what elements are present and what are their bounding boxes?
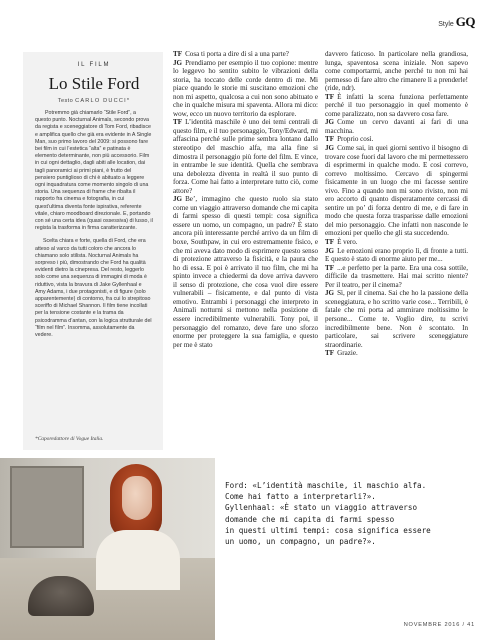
exchange-text: davvero faticoso. In particolare nella grandiosa, lunga, spaventosa scena iniziale. Non sapevo come comportarmi, anche perché tu non mi hai permesso di fare altro che rimanere lì a prenderle! (ride, ndr). xyxy=(325,50,468,93)
speaker-tag: JG xyxy=(325,289,335,298)
pull-quote-line: un uomo, un compagno, un padre?». xyxy=(225,537,376,547)
interview-exchange xyxy=(173,118,318,195)
speaker-tag: TF xyxy=(325,263,335,272)
interview-exchange xyxy=(325,349,468,358)
page-header xyxy=(438,14,475,30)
interview-exchange xyxy=(325,264,468,290)
exchange-text: Be’, immagino che questo ruolo sia stato come un viaggio attraverso domande che mi capita di farmi spesso di questi tempi: cosa significa essere un uomo, un compagno, un padre? È stato ancora più interessante perché arrivo da un film di boxe, Southpaw, in cui ero estremamente fisico, e che mi aveva dato modo di esprimere questo senso di protezione attraverso la fisicità, e la paura che ho di essa. E poi è arrivato il tuo film, che mi ha spinto invece a chiedermi da dove arriva davvero il senso di protezione, che cosa vuol dire essere vulnerabili – fisicamente, e dal punto di vista emotivo. Entrambi i personaggi che interpreto in Animali notturni si mettono nella posizione di essere incredibilmente vulnerabili. Tony poi, il personaggio del romanzo, deve fare uno sforzo enorme per proteggere la sua famiglia, e questo per me è stato xyxy=(173,195,318,349)
sidebar-paragraph: Potremmo già chiamarlo “Stile Ford”, a questo punto. Nocturnal Animals, secondo prova da regista e sceneggiatore di Tom Ford, ribadisce e amplifica quello che già era evidente in A Single Man, suo primo lavoro del 2009: si possono fare bei film in cui l’estetica “alta” e patinata è elemento determinante, non più accessorio. Film in cui ogni dettaglio, dagli abiti alle location, dai tagli panoramici ai primi piani, è frutto del pensiero puntiglioso di chi è abituato a leggere ogni inquadratura come momento singolo di una storia. Una sequenza di frame che ribalta il rapporto fra cinema e fotografia, in cui quest’ultima diventa fonte ispirativa, referente vitale, chiaro moodboard direzionale. E, portando con sé una certa idea (quasi ossessiva) di lusso, il regista la trasforma in firma caratterizzante. xyxy=(35,110,153,232)
interview-exchange xyxy=(325,247,468,264)
speaker-tag: TF xyxy=(173,118,183,127)
interview-exchange xyxy=(325,50,468,93)
exchange-text: Come sai, in quei giorni sentivo il bisogno di trovare cose fuori dal lavoro che mi permettessero di esprimermi in qualche modo. E così correvo, correvo moltissimo. Cercavo di spingermi fisicamente in un luogo che mi facesse sentire vivo. Fino a quando non mi sono rivisto, non mi ero accorto di quanto disperatamente cercassi di sentire un po’ di forza dentro di me, e di fare in modo che questa forza trasparisse dalle emozioni del mio personaggio. Che infatti non nasconde le emozioni per quello che gli sta succedendo. xyxy=(325,144,468,238)
byline-prefix: Testo xyxy=(57,98,74,104)
pull-quote xyxy=(225,480,477,547)
film-still-photo xyxy=(0,458,215,640)
speaker-tag: JG xyxy=(325,144,335,153)
exchange-text: Come un cervo davanti ai fari di una macchina. xyxy=(325,118,468,135)
interview-exchange xyxy=(325,289,468,349)
interview-column-1 xyxy=(173,50,318,349)
section-label: Style xyxy=(438,21,454,28)
photo-actress-face xyxy=(122,476,152,520)
exchange-text: Sì, per il cinema. Sai che ho la passione della sceneggiatura, e ho scritto varie cose... Terribili, è fatale che mi porta ad ammirare moltissimo le persone... Come te. Voglio dire, tu scrivi incredibilmente bene. Non è scontato. In particolare, sai scrivere sceneggiature straordinarie. xyxy=(325,289,468,349)
speaker-tag: JG xyxy=(173,58,183,67)
byline xyxy=(35,98,153,104)
exchange-text: Le emozioni erano proprio lì, di fronte a tutti. E questo è stato di enorme aiuto per me... xyxy=(325,246,468,264)
interview-exchange xyxy=(325,238,468,247)
interview-exchange xyxy=(325,118,468,135)
exchange-text: È vero. xyxy=(337,238,358,247)
speaker-tag: TF xyxy=(325,238,335,247)
exchange-text: Prendiamo per esempio il tuo copione: mentre lo leggevo ho sentito subito le vibrazioni della storia, ha toccato delle corde dentro di me. Mi piace quando le storie mi suscitano emozioni che non mi aspetto, qualcosa a cui non sono abituato e che in qualche misura mi spaventa. Allora mi dico: wow, ecco un nuovo territorio da esplorare. xyxy=(173,58,318,118)
speaker-tag: JG xyxy=(325,246,335,255)
exchange-text: L’identità maschile è uno dei temi centrali di questo film, e il tuo personaggio, Tony/Edward, mi affascina perché sulle prime sembra lontano dallo stereotipo del maschio alfa, ma alla fine si dimostra il personaggio più forte del film. E vince, in entrambe le sue identità. Quella che sembrava una debolezza diventa in realtà il suo punto di forza. Come hai fatto a interpretare tutto ciò, come attore? xyxy=(173,118,318,195)
sidebar-box xyxy=(23,52,163,450)
sidebar-title: Lo Stile Ford xyxy=(48,74,140,93)
interview-exchange xyxy=(325,93,468,119)
exchange-text: È infatti la scena funziona perfettamente perché il tuo personaggio in quel momento è come paralizzato, non sa davvero cosa fare. xyxy=(325,92,468,118)
interview-column-2 xyxy=(325,50,468,358)
speaker-tag: JG xyxy=(325,118,335,127)
speaker-tag: JG xyxy=(173,195,183,204)
interview-exchange xyxy=(173,50,318,59)
exchange-text: Grazie. xyxy=(337,349,358,358)
interview-exchange xyxy=(325,144,468,238)
speaker-tag: TF xyxy=(325,92,335,101)
interview-exchange xyxy=(173,59,318,119)
page-footer: NOVEMBRE 2016 / 41 xyxy=(403,622,475,628)
interview-exchange xyxy=(325,135,468,144)
sidebar-body xyxy=(35,110,153,339)
photo-wall-frame xyxy=(10,466,84,548)
photo-actress-dress xyxy=(96,530,180,590)
footnote: *Caporedattore di Vogue Italia. xyxy=(35,436,104,442)
sidebar-section-label: IL FILM xyxy=(77,62,111,68)
exchange-text: ...e perfetto per la parte. Era una cosa sottile, difficile da trasmettere. Hai mai scritto niente? Per il teatro, per il cinema? xyxy=(325,263,468,289)
pull-quote-line: Ford: «L’identità maschile, il maschio alfa. xyxy=(225,481,427,490)
pull-quote-line: Come hai fatto a interpretarli?». xyxy=(225,492,376,502)
exchange-text: Cosa ti porta a dire di sì a una parte? xyxy=(185,50,289,58)
pull-quote-line: domande che mi capita di farmi spesso xyxy=(225,514,395,524)
magazine-logo: GQ xyxy=(455,14,475,29)
pull-quote-line: in questi ultimi tempi: cosa significa essere xyxy=(225,525,431,535)
byline-author: CARLO DUCCI* xyxy=(75,98,131,104)
sidebar-paragraph: Scelta chiara e forte, quella di Ford, che era atteso al varco da tutti coloro che ancora lo chiamano solo stilista. Nocturnal Animals ha sorpreso i più, dimostrando che Ford ha qualità evidenti dietro la cinepresa. Del resto, leggerlo solo come una sequenza di immagini di moda è riduttivo, vista la bravura di Jake Gyllenhaal e Amy Adams, i due protagonisti, e di figure (solo apparentemente) di contorno, fra cui lo strepitoso sceriffo di Michael Shannon. Il film tiene incollati per la tensione costante e la trama da psicodramma d’antan, con la logica strutturale del “film nel film”. Insomma, assolutamente da vedere. xyxy=(35,238,152,339)
speaker-tag: TF xyxy=(325,349,335,358)
interview-exchange xyxy=(173,195,318,349)
speaker-tag: TF xyxy=(173,50,183,58)
speaker-tag: TF xyxy=(325,135,335,144)
exchange-text: Proprio così. xyxy=(337,135,374,144)
pull-quote-line: Gyllenhaal: «È stato un viaggio attraverso xyxy=(225,503,418,513)
